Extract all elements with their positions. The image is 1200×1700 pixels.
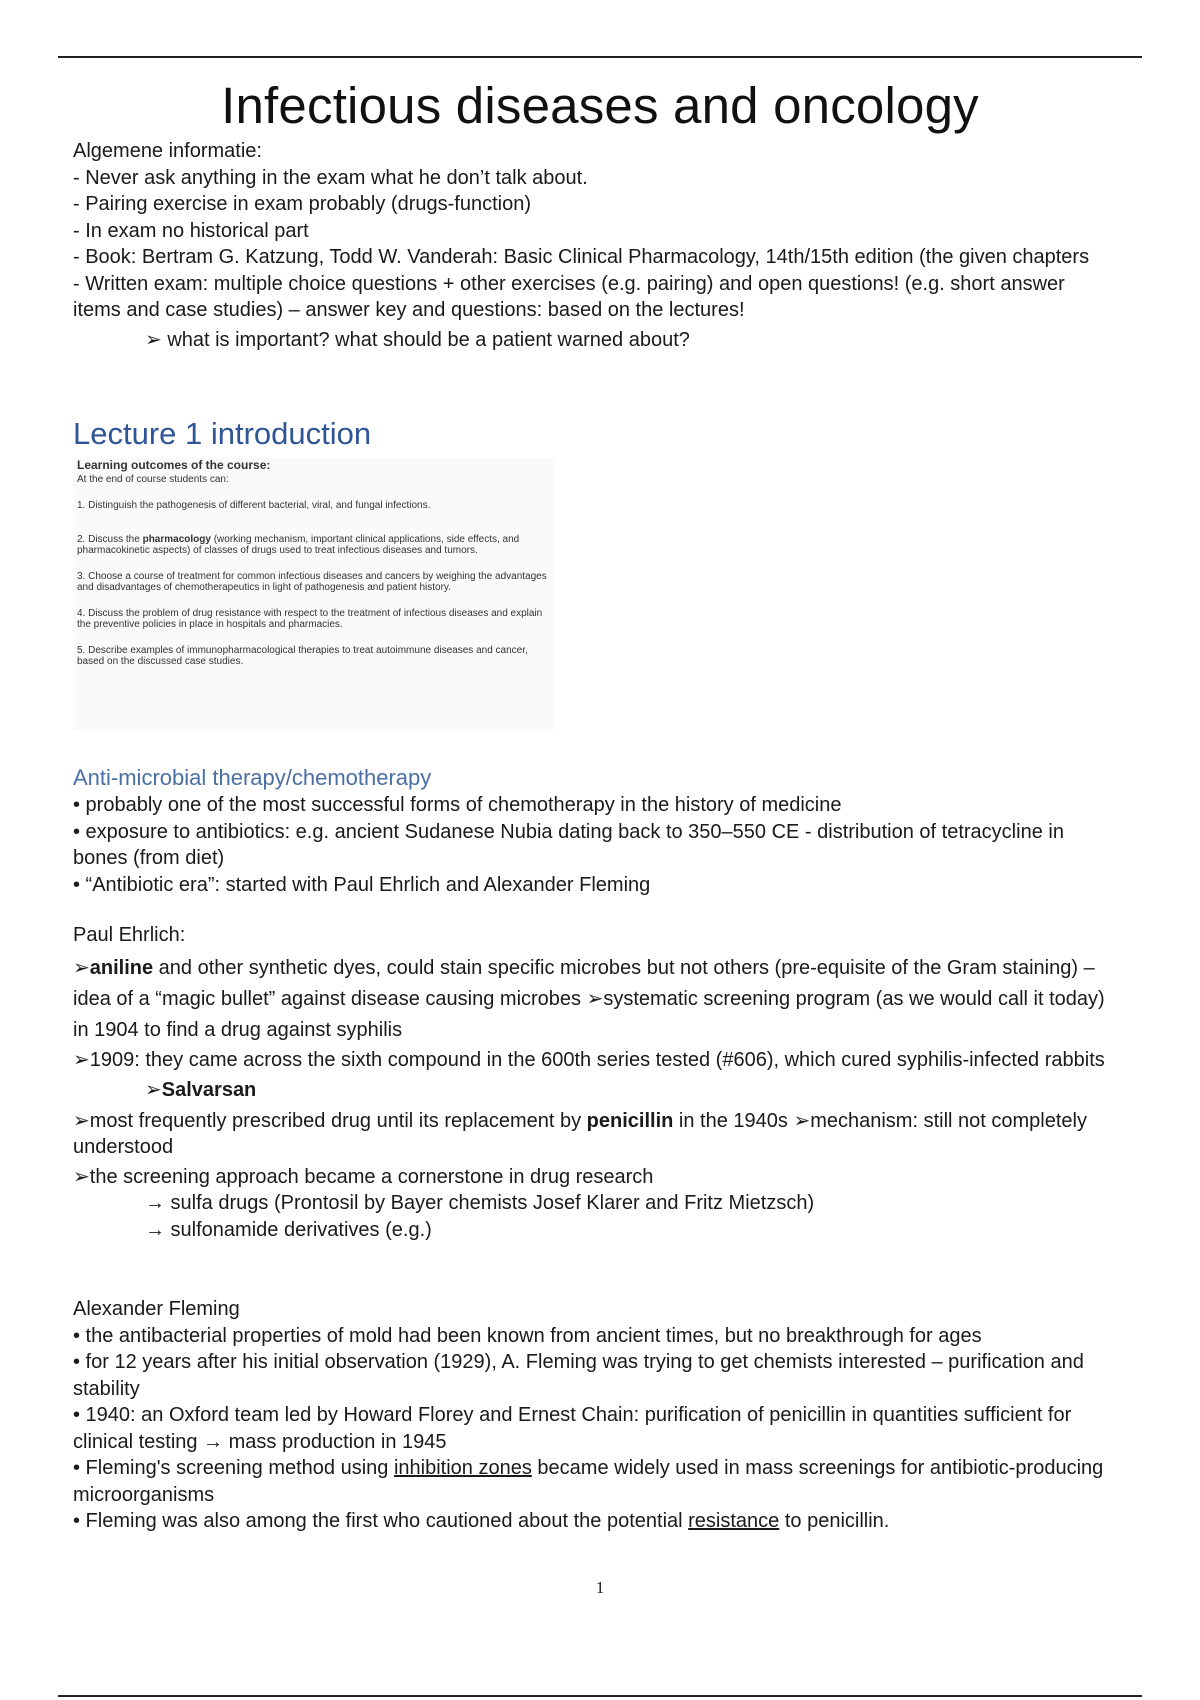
slide-item: 2. Discuss the pharmacology (working mechanism, important clinical applications, side effects, and pharmacokinetic aspects) of classes of drugs used to treat infectious diseases and tumors.: [77, 534, 520, 556]
learning-outcomes-slide: [73, 458, 555, 730]
general-info-item: - Written exam: multiple choice questions + other exercises (e.g. pairing) and open questions! (e.g. short answer items and case studies) – answer key and questions: based on the lectures!: [73, 272, 1065, 321]
fleming-bullet: • the antibacterial properties of mold had been known from ancient times, but no breakthrough for ages: [73, 1324, 982, 1347]
slide-subheading: At the end of course students can:: [77, 474, 229, 485]
top-rule: [58, 56, 1142, 58]
lecture-section: [73, 414, 1118, 454]
page-title: Infectious diseases and oncology: [221, 77, 979, 134]
lecture-heading: Lecture 1 introduction: [73, 416, 372, 451]
ehrlich-paragraph: ➢aniline and other synthetic dyes, could stain specific microbes but not others (pre-equisite of the Gram staining) – idea of a “magic bullet” against disease causing microbes ➢systematic screening program (as we would call it today) in 1904 to find a drug against syphilis: [73, 956, 1105, 1041]
slide-item: 5. Describe examples of immunopharmacological therapies to treat autoimmune diseases and cancer, based on the discussed case studies.: [77, 645, 528, 667]
slide-item: 1. Distinguish the pathogenesis of different bacterial, viral, and fungal infections.: [77, 500, 431, 511]
fleming-bullet: • 1940: an Oxford team led by Howard Florey and Ernest Chain: purification of penicillin in quantities sufficient for clinical testing → mass production in 1945: [73, 1404, 1072, 1453]
ehrlich-paragraph: ➢the screening approach became a cornerstone in drug research: [73, 1165, 654, 1188]
general-info-subitem: ➢ what is important? what should be a patient warned about?: [145, 328, 690, 351]
ehrlich-paragraph: ➢1909: they came across the sixth compound in the 600th series tested (#606), which cured syphilis-infected rabbits: [73, 1048, 1105, 1071]
fleming-heading: Alexander Fleming: [73, 1298, 240, 1320]
ehrlich-section: [73, 922, 1118, 1243]
ehrlich-subitem: → sulfonamide derivatives (e.g.): [145, 1218, 432, 1241]
salvarsan-line: ➢Salvarsan: [145, 1079, 257, 1101]
ehrlich-subitem: → sulfa drugs (Prontosil by Bayer chemists Josef Klarer and Fritz Mietzsch): [145, 1192, 815, 1214]
ehrlich-paragraph: ➢most frequently prescribed drug until its replacement by penicillin in the 1940s ➢mechanism: still not completely understood: [73, 1109, 1087, 1158]
slide-heading: Learning outcomes of the course:: [77, 458, 271, 472]
general-info-item: - Book: Bertram G. Katzung, Todd W. Vanderah: Basic Clinical Pharmacology, 14th/15th edition (the given chapters: [73, 246, 1090, 268]
fleming-bullet: • Fleming was also among the first who cautioned about the potential resistance to penicillin.: [73, 1510, 890, 1532]
antimicrobial-bullet: • exposure to antibiotics: e.g. ancient Sudanese Nubia dating back to 350–550 CE - distribution of tetracycline in bones (from diet): [73, 820, 1064, 869]
antimicrobial-heading: Anti-microbial therapy/chemotherapy: [73, 765, 432, 790]
page-number: 1: [595, 1578, 605, 1597]
antimicrobial-section: [73, 764, 1118, 898]
general-info-section: [73, 138, 1118, 353]
slide-item: 4. Discuss the problem of drug resistance with respect to the treatment of infectious diseases and explain the preventive policies in place in hospitals and pharmacies.: [77, 608, 543, 630]
general-info-item: - In exam no historical part: [73, 219, 309, 242]
fleming-section: [73, 1296, 1118, 1535]
general-info-item: - Pairing exercise in exam probably (drugs-function): [73, 193, 531, 215]
antimicrobial-bullet: • probably one of the most successful forms of chemotherapy in the history of medicine: [73, 794, 842, 816]
slide-item: 3. Choose a course of treatment for common infectious diseases and cancers by weighing the advantages and disadvantages of chemotherapeutics in light of pathogenesis and patient history.: [77, 571, 547, 593]
general-info-heading: Algemene informatie:: [73, 140, 262, 162]
general-info-item: - Never ask anything in the exam what he don’t talk about.: [73, 166, 588, 189]
fleming-bullet: • Fleming's screening method using inhibition zones became widely used in mass screenings for antibiotic-producing microorganisms: [73, 1457, 1104, 1506]
antimicrobial-bullet: • “Antibiotic era”: started with Paul Ehrlich and Alexander Fleming: [73, 873, 651, 896]
fleming-bullet: • for 12 years after his initial observation (1929), A. Fleming was trying to get chemists interested – purification and stability: [73, 1351, 1084, 1400]
bottom-rule: [58, 1695, 1142, 1697]
ehrlich-heading: Paul Ehrlich:: [73, 924, 186, 946]
